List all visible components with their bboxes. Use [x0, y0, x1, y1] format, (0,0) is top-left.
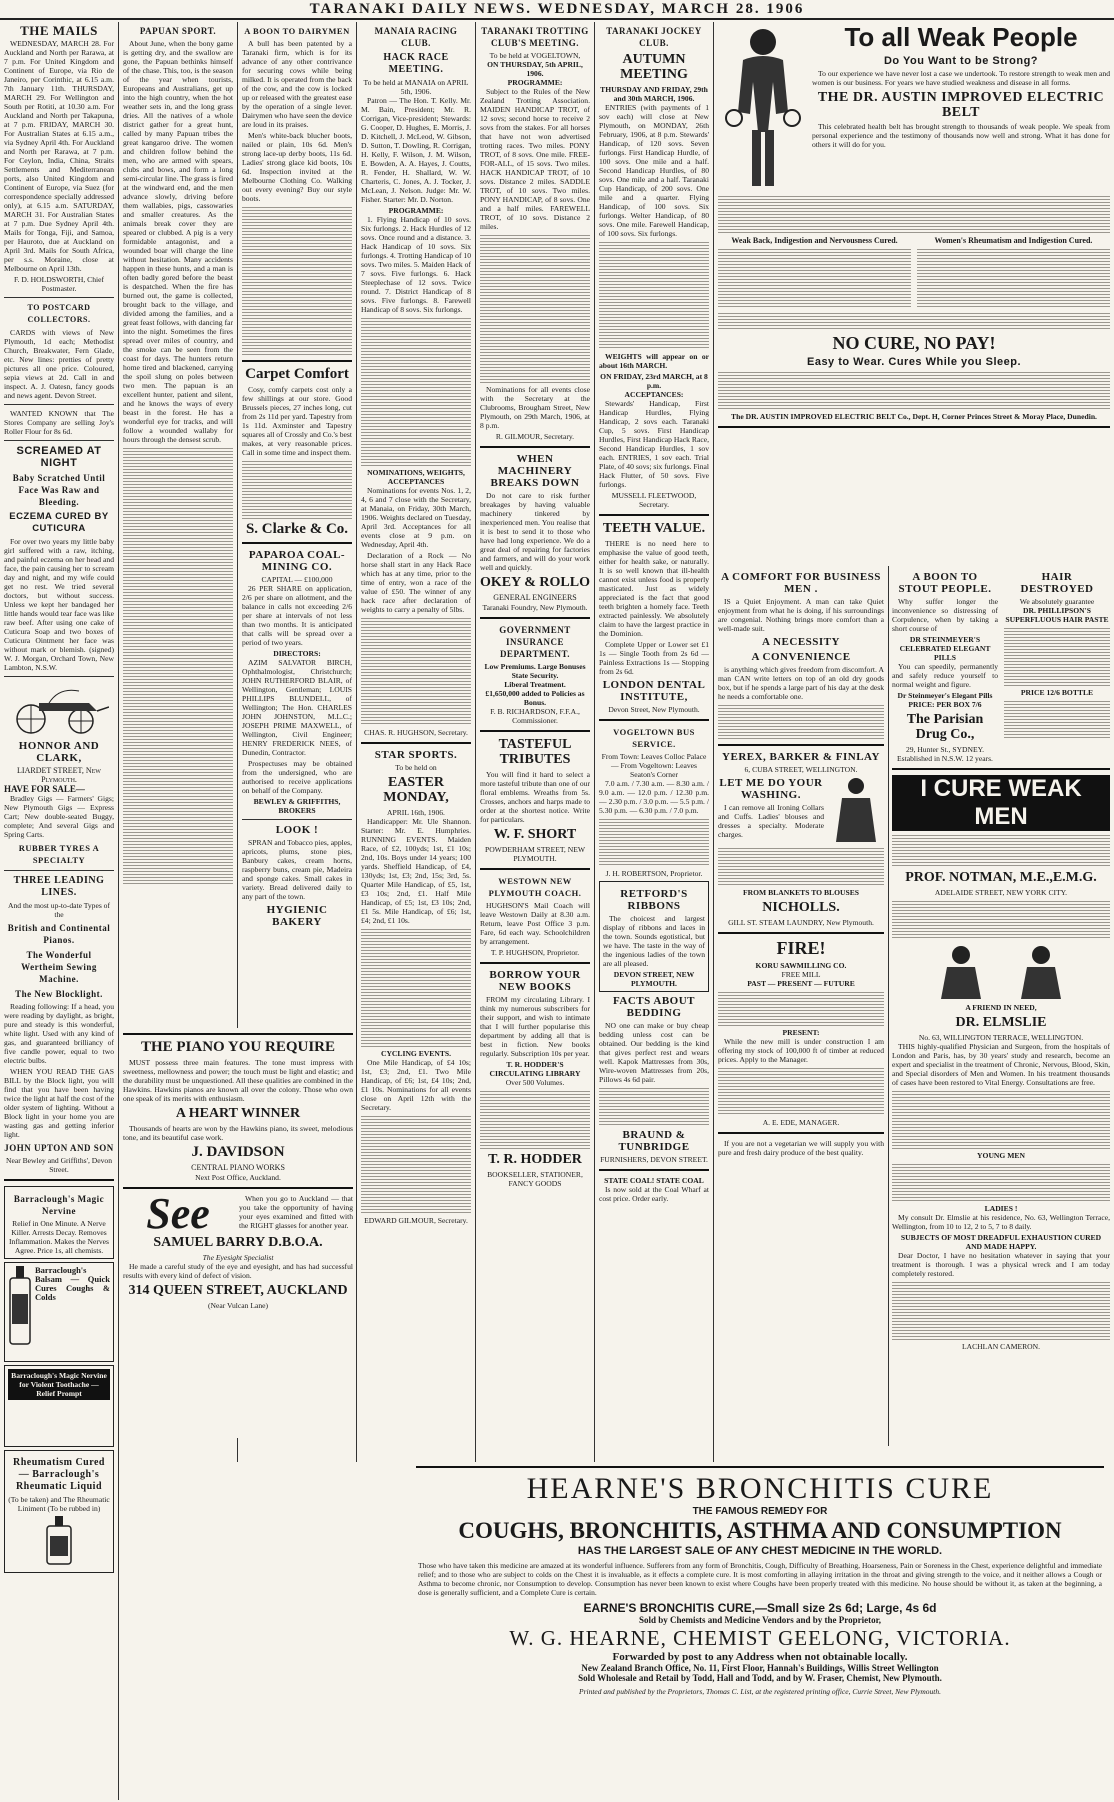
rheumatism-title: Rheumatism Cured — Barraclough's Rheumatic Liquid	[13, 1457, 105, 1492]
column-rule	[888, 566, 889, 1446]
hair-price: PRICE 12/6 BOTTLE	[1020, 688, 1094, 697]
facts-text: NO one can make or buy cheap bedding unless cost can be obtained. Our bedding is the kind that gives perfect rest and wears well. Kapok Mattresses from 30s, Wire-woven Mattresses from 20s, Pillows 4s 6d pair.	[599, 1021, 709, 1084]
machinery-title: WHEN MACHINERY BREAKS DOWN	[490, 453, 580, 489]
stakes-text: Declaration of a Rock — No horse shall start in any Hack Race which has at any time, prior to the time of entry, won a race of the value of £50. The winner of any hack race after declaration of weights to carry a penalty of 5lbs.	[361, 551, 471, 614]
remedy-line: COUGHS, BRONCHITIS, ASTHMA AND CONSUMPTION	[458, 1518, 1062, 1543]
piano-text: MUST possess three main features. The tone must impress with sweetness, mellowness and power; the touch must be light and elastic; and the durability must be unquestioned. All these qualities are combined in the Hawkins. Hawkins pianos are known all over the colony. Those who own one speak of its merits with enthusiasm.	[123, 1058, 353, 1103]
rubber-tyres: RUBBER TYRES A SPECIALTY	[18, 843, 100, 865]
belt-col-1-text	[718, 247, 911, 307]
present-text: While the new mill is under construction I am offering my stock of 100,000 ft of timber at reduced prices. Apply to the Manager.	[718, 1037, 884, 1064]
steinmeyer-2: Dr Steinmeyer's Elegant Pills	[897, 691, 993, 700]
retail-line: Sold Wholesale and Retail by Todd, Hall and Todd, and by W. Fraser, Chemist, New Plymouth.	[578, 1673, 942, 1683]
phillipson-heading: DR. PHILLIPSON'S SUPERFLUOUS HAIR PASTE	[1005, 606, 1109, 624]
postcard-title: TO POSTCARD COLLECTORS.	[27, 303, 91, 324]
belt-col-2-text	[917, 247, 1110, 307]
gov-amount: £1,650,000 added to Policies as Bonus.	[485, 689, 585, 707]
eczema-heading: ECZEMA CURED BY CUTICURA	[9, 511, 109, 534]
easter-heading: EASTER MONDAY,	[383, 775, 449, 805]
gov-state: State Security.	[511, 671, 559, 680]
barraclough-balsam-title: Barraclough's Balsam — Quick Cures Coughs & Colds	[35, 1265, 110, 1302]
koru-heading: KORU SAWMILLING CO.	[755, 961, 847, 970]
largest-line: HAS THE LARGEST SALE OF ANY CHEST MEDICINE IN THE WORLD.	[577, 1545, 943, 1557]
coal-text: Is now sold at the Coal Wharf at cost price. Order early.	[599, 1185, 709, 1203]
barraclough-nervine-text: Relief in One Minute. A Nerve Killer. Arrests Decay. Removes Inflammation. Makes the Nerves Agree. Price 1s, all chemists.	[9, 1219, 109, 1255]
boon-text: Why suffer longer the inconvenience so distressing of Corpulence, when by taking a short course of	[892, 597, 998, 633]
column-rule	[594, 22, 595, 1462]
three-lines-heading: THREE LEADING LINES.	[13, 875, 105, 898]
friend-heading: A FRIEND IN NEED,	[965, 1003, 1037, 1012]
column-6	[599, 22, 709, 1460]
piano-title: THE PIANO YOU REQUIRE	[140, 1039, 336, 1055]
hygienic-heading: HYGIENIC BAKERY	[266, 904, 328, 928]
column-rule	[356, 22, 357, 1462]
retford-sub: DEVON STREET, NEW PLYMOUTH.	[613, 970, 695, 988]
bewley-heading: BEWLEY & GRIFFITHS, BROKERS	[253, 797, 341, 815]
acceptances-heading: ACCEPTANCES:	[624, 390, 684, 399]
westown-text: HUGHSON'S Mail Coach will leave Westown Daily at 8.30 a.m. Return, leave Post Office 3 p.m. Fare, 6d each way. Schoolchildren by arrangement.	[480, 901, 590, 946]
masthead: TARANAKI DAILY NEWS. WEDNESDAY, MARCH 28. 1906	[0, 0, 1114, 20]
hair-order-text	[1004, 699, 1110, 739]
piano-ad	[123, 1028, 353, 1438]
yerex-sub: 6, CUBA STREET, WELLINGTON.	[744, 765, 858, 774]
clarke-heading: S. Clarke & Co.	[245, 521, 349, 537]
davidson-heading: J. DAVIDSON	[191, 1144, 285, 1160]
price-heading: PRICE: PER BOX 7/6	[908, 700, 982, 709]
trot-text-continued	[480, 233, 590, 383]
okey-heading: OKEY & ROLLO	[480, 575, 590, 590]
belt-heading: THE DR. AUSTIN IMPROVED ELECTRIC BELT	[817, 90, 1105, 120]
famous-line: THE FAMOUS REMEDY FOR	[692, 1506, 828, 1517]
gov-low: Low Premiums. Large Bonuses	[484, 662, 586, 671]
retford-text: The choicest and largest display of ribbons and laces in the town. Sounds egotistical, but we have. The taste in the way of the ingenious ladies of the town are all pleased.	[603, 914, 705, 968]
gov-title: GOVERNMENT INSURANCE DEPARTMENT.	[499, 625, 571, 659]
weak-intro: To our experience we have never lost a case we undertook. To restore strength to weak men and women is our business. For years we have studied weakness and disease in all forms.	[812, 69, 1110, 87]
trot-sign: R. GILMOUR, Secretary.	[495, 432, 575, 441]
tasteful-title: TASTEFUL TRIBUTES	[498, 737, 572, 767]
elmslie-text: THIS highly-qualified Physician and Surgeon, from the hospitals of London and Paris, has, by 30 years' study and research, become an expert and specialist in the treatment of Chronic, Nervous, Blood, Skin, and Special disorders of Men and Women. In his treatment thousands of cases have been restored to Vital Energy. Consultations are free.	[892, 1042, 1110, 1087]
washing-text: I can remove all Ironing Collars and Cuffs. Ladies' blouses and dresses a specialty. Moderate charges.	[718, 803, 824, 839]
hearne-text: Those who have taken this medicine are amazed at its wonderful influence. Sufferers from any form of Bronchitis, Cough, Difficulty of Breathing, Hoarseness, Pain or Soreness in the Chest, experience delightful and immediate relief; and to those who are subject to colds on the Chest it is invaluable, as it effects a complete cure. It is most comforting in allaying irritation in the throat and giving strength to the voice, and it neither allows a Cough or Asthma to become chronic, nor Consumption to develop. Consumption has never been known to exist where Coughs have been properly treated with this medicine. No house should be without it, as taken at the beginning, a dose is generally sufficient, and a Complete Cure is certain.	[418, 1561, 1102, 1597]
notman-heading: PROF. NOTMAN, M.E.,E.M.G.	[905, 870, 1097, 885]
eczema-text: For over two years my little baby girl suffered with a raw, itching, and painful eczema on her head and face, the pain causing her to scream day and night, and my wife could get no rest. We tried several doctors, but without success. Unless we kept her bandaged her little hands would tear face was like raw beef. After using one cake of Cuticura Soap and two boxes of Cuticura Ointment her face was without mark or blemish. (signed) W. J. Morgan, Orchard Town, New Lambton, N.S.W.	[4, 537, 114, 672]
mails-text: WEDNESDAY, MARCH 28. For Auckland and North per Rarawa, at 7 p.m. For United Kingdom and Continent of Europe, via Rio de Janeiro, per Corinthic, at 6.15 a.m. 7th January 11th. THURSDAY, MARCH 29. For Wellington and South per Rotiti, at 10.30 a.m. For Auckland and North per Takapuna, at 7 p.m. FRIDAY, MARCH 30. For Australian States at 6.15 a.m., via Sydney April 4th. For Auckland and North per Rarawa, at 7 p.m. For Ceylon, India, China, Straits Settlements and Mediterranean ports, also United Kingdom and Continent of Europe, via Suez (for correspondence specially addressed only), at 6.15 a.m. SATURDAY, MARCH 31. For Australian States at 7 p.m. Due Sydney April 4th. Mails for Tonga, Fiji, and Samoa, per Hauroto, due at Auckland on April 3rd. Mails for South Africa, per s.s. Moraine, close at Melbourne on April 13th.	[4, 39, 114, 273]
blocklight-text: Reading following: If a head, you were reading by daylight, as bright, pure and steady is this wonderful, white light. Used with any kind of gas, and guaranteed brilliancy of five candle power, equal to two electric bulbs.	[4, 1002, 114, 1065]
belt-col-1-heading: Weak Back, Indigestion and Nervousness Cured.	[731, 236, 898, 245]
belt-text: This celebrated health belt has brought strength to thousands of weak people. We speak from personal experience and the testimony of thousands now well and strong. What it has done for others it will do for you.	[812, 122, 1110, 149]
exhaust-continued	[892, 1280, 1110, 1340]
mails-sign: F. D. HOLDSWORTH, Chief Postmaster.	[13, 275, 105, 293]
trot-nominations: Nominations for all events close with the Secretary at the Clubrooms, Brougham Street, New Plymouth, on 29th March, 1906, at 8 p.m.	[480, 385, 590, 430]
papuan-text: About June, when the bony game is getting dry, and the swallow are gone, the Papuan bethinks himself of the chase. This, too, is the season of the year when tourists, Europeans and Australians, get up into the high country, when the hot weather sets in, and the long grass dries. All the natives of a whole district gather for a great hunt, called by many Papuan tribes the great kangaroo drive. The women and children follow behind the men, who are armed with spears, clubs and bows, and form a long semi-circular line. The grass is fired at the windward end, and the men advance slowly, driving before them wallabies, pigs, cassowaries and smaller creatures. As the animals break cover they are speared or clubbed. A pig is a very formidable antagonist, and a wounded boar will charge the line without hesitation. Many accidents happen in these hunts, and a man is often badly gored before the beast is despatched. When the fire has burned out, the game is collected, brought back to the village, and divided among the families, and a great feast follows, with dancing far into the night. Sometimes the fires spread over miles of country, and the smoke can be seen from the coast for days. The hunters return home tired and blackened, carrying the spoil slung on poles between two men. The papuan is an excellent hunter, patient and silent, and he knows the ways of every beast in the forest. He has a wonderful eye for tracks, and will follow a wounded wallaby for hours through the densest scrub.	[123, 39, 233, 444]
notman-text	[892, 899, 1110, 939]
elmslie-heading: DR. ELMSLIE	[955, 1015, 1047, 1030]
bus-title: VOGELTOWN BUS SERVICE.	[613, 727, 695, 749]
see-text: When you go to Auckland — that you take the opportunity of having your eyes examined and fitted with the RIGHT glasses for another year.	[239, 1194, 353, 1230]
honnor-heading: HONNOR AND CLARK,	[18, 740, 100, 764]
london-heading: LONDON DENTAL INSTITUTE,	[602, 679, 706, 703]
present-heading: PRESENT:	[782, 1028, 820, 1037]
winner-text: Thousands of hearts are won by the Hawkins piano, its sweet, melodious tone, and its beautiful case work.	[123, 1124, 353, 1142]
yerex-heading: YEREX, BARKER & FINLAY	[722, 751, 880, 763]
papuan-text-continued	[123, 446, 233, 886]
weak-title: To all Weak People	[844, 22, 1078, 52]
belt-col-2-heading: Women's Rheumatism and Indigestion Cured.	[934, 236, 1093, 245]
borrow-text: FROM my circulating Library. I think my numerous subscribers for their support, and wish to intimate that I will further popularise this department by adding all that is best in fiction. New books regularly. Subscription 10s per year.	[480, 995, 590, 1058]
retford-ad	[599, 881, 709, 992]
westown-title: WESTOWN NEW PLYMOUTH COACH.	[488, 876, 582, 898]
printed-line: Printed and published by the Proprietors, Thomas C. List, at the registered printing office, Currie Street, New Plymouth.	[579, 1687, 941, 1696]
gas-text: WHEN YOU READ THE GAS BILL by the Block light, you will find that you have been having twice the light at half the cost of the older system of lighting. Without a Block light in your home you are wasting gas and getting inferior light.	[4, 1067, 114, 1139]
hearne-title: HEARNE'S BRONCHITIS CURE	[526, 1472, 994, 1505]
nominations-heading: NOMINATIONS, WEIGHTS, ACCEPTANCES	[367, 468, 465, 486]
autumn-dates: THURSDAY AND FRIDAY, 29th and 30th MARCH, 1906.	[600, 85, 708, 103]
star-text-continued	[361, 927, 471, 1047]
veg-text: If you are not a vegetarian we will supply you with pure and fresh dairy produce of the best quality.	[718, 1139, 884, 1157]
hair-continued	[1004, 626, 1110, 686]
rheumatism-sub: (To be taken) and The Rheumatic Liniment (To be rubbed in)	[8, 1495, 110, 1513]
teeth-prices: Complete Upper or Lower set £1 1s — Single Tooth from 2s 6d — Painless Extractions 1s — Stopping from 2s 6d.	[599, 640, 709, 676]
look-heading: LOOK !	[275, 824, 319, 836]
parisian-heading: The Parisian Drug Co.,	[906, 712, 984, 742]
look-text: SPRAN and Tobacco pies, apples, apricots, plums, stone pies, Banbury cakes, cream horns, raspberry buns, cream pie, Madeira and sponge cakes. Small cakes in variety. Bread delivered daily to any part of the town.	[242, 838, 352, 901]
star-text: Handicapper: Mr. Ule Shannon. Starter: Mr. E. Humphries. RUNNING EVENTS. Maiden Race, of £2, 100yds; 1st, £1 10s; 2nd, 10s. Boys under 14 years; 100 yards. Sheffield Handicap, of £4, 130yds; 1st, £3; 2nd, 15s; 3rd, 5s. Quarter Mile Handicap, of £5, 1st, £3 10s; 2nd, £1. Half Mile Handicap, of £5; 1st, £3 10s; 2nd, £1 5s. Mile Handicap, of £6; 1st, £4; 2nd, £1 10s.	[361, 817, 471, 925]
trot-title: TARANAKI TROTTING CLUB'S MEETING.	[481, 26, 589, 48]
barraclough-nervine-ad	[4, 1186, 114, 1259]
stakes-continued	[361, 616, 471, 726]
barraclough-toothache-title: Barraclough's Magic Nervine for Violent Toothache — Relief Prompt	[8, 1369, 110, 1400]
paparoa-title: PAPAROA COAL-MINING CO.	[248, 549, 346, 573]
steinmeyer-heading: DR STEINMEYER'S CELEBRATED ELEGANT PILLS	[899, 635, 991, 662]
barry-heading: SAMUEL BARRY D.B.O.A.	[153, 1235, 323, 1250]
nominations-text: Nominations for events Nos. 1, 2, 4, 6 and 7 close with the Secretary, at Manaia, on Friday, 30th March, 1906. Weights declared on Tuesday, April 3rd. Acceptances for all events close at 9 p.m. on Wednesday, April 4th.	[361, 486, 471, 549]
young-heading: YOUNG MEN	[977, 1151, 1025, 1160]
have-for-sale: HAVE FOR SALE—	[4, 784, 85, 794]
barry-sub: The Eyesight Specialist	[202, 1253, 274, 1262]
belt-guarantee-text	[718, 311, 1110, 331]
manaia-secretary: CHAS. R. HUGHSON, Secretary.	[364, 728, 468, 737]
british-pianos: British and Continental Pianos.	[7, 923, 111, 945]
okey-sub: GENERAL ENGINEERS	[493, 593, 577, 602]
bus-times-continued	[599, 817, 709, 867]
autumn-heading: AUTUMN MEETING	[620, 52, 688, 82]
bus-cols: From Town: Leaves Colloc Palace — From Vogeltown: Leaves Seaton's Corner	[601, 752, 707, 779]
jockey-title: TARANAKI JOCKEY CLUB.	[606, 26, 702, 48]
short-heading: W. F. SHORT	[493, 827, 577, 842]
column-4	[361, 22, 471, 1460]
nicholls-sub: GILL ST. STEAM LAUNDRY, New Plymouth.	[728, 918, 874, 927]
koru-sign: A. E. EDE, MANAGER.	[762, 1118, 840, 1127]
gov-liberal: Liberal Treatment.	[504, 680, 566, 689]
column-7-belt-ad	[718, 22, 1110, 562]
okey-sub-2: Taranaki Foundry, New Plymouth.	[482, 603, 588, 612]
directors-title: DIRECTORS:	[273, 649, 321, 658]
prospectus-text: Prospectuses may be obtained from the undersigned, who are authorised to receive applications on behalf of the Company.	[242, 759, 352, 795]
bottle-icon	[44, 1516, 74, 1566]
hodder-circ-sub: Over 500 Volumes.	[505, 1078, 565, 1087]
carpet-title: Carpet Comfort	[245, 366, 349, 382]
hodder-heading: T. R. HODDER	[488, 1152, 582, 1167]
borrow-title: BORROW YOUR NEW BOOKS	[489, 969, 581, 993]
jockey-sign: MUSSELL FLEETWOOD, Secretary.	[611, 491, 697, 509]
dairy-text: A bull has been patented by a Taranaki firm, which is for its advance of any other contrivance for securing cows while being milked. It is operated from the back of the cow, and the cow is locked up or released with the greatest ease by the operation of a single lever. Dairymen who have seen the device are loud in its praises.	[242, 39, 352, 129]
convenience-continued	[718, 703, 884, 739]
carpet-text: Cosy, comfy carpets cost only a few shillings at our store. Good Brussels pieces, 27 inches long, cut from 2s 11d per yard. Tapestry from 1s 11d. Axminster and Tapestry squares all of Crossly and Co.'s best makes, at very reasonable prices. Call in some time and inspect them.	[242, 385, 352, 457]
mails-title: THE MAILS	[20, 23, 98, 38]
present-continued	[718, 1066, 884, 1116]
easter-date: APRIL 16th, 1906.	[387, 808, 445, 817]
bottle-icon	[8, 1266, 32, 1346]
koru-sub: FREE MILL	[781, 970, 821, 979]
parisian-address: 29, Hunter St., SYDNEY. Established in N.S.W. 12 years.	[897, 745, 993, 763]
blocklight-heading: The New Blocklight.	[15, 989, 103, 999]
barraclough-toothache-ad	[4, 1365, 114, 1447]
programme-continued	[361, 316, 471, 466]
notman-address: ADELAIDE STREET, NEW YORK CITY.	[934, 888, 1068, 897]
brand-heading: BRAUND & TUNBRIDGE	[618, 1129, 690, 1153]
teeth-title: TEETH VALUE.	[602, 521, 706, 536]
steinmeyer-text: You can speedily, permanently and safely reduce yourself to normal weight and figure.	[892, 662, 998, 689]
wanted-text: WANTED KNOWN that The Stores Company are selling Joy's Roller Flour for 8s 6d.	[4, 409, 114, 436]
barry-text: He made a careful study of the eye and eyesight, and has had successful results with every kind of defect of vision.	[123, 1262, 353, 1280]
cure-weak-heading: I CURE WEAK MEN	[892, 775, 1110, 831]
autumn-text: ENTRIES (with payments of 1 sov each) will close at New Plymouth, on MONDAY, 26th February, 1906, at 8 p.m. Stewards' Handicap, of 120 sovs. Seven furlongs. First Handicap Hurdle, of 100 sovs. One mile and a half. Second Handicap Hurdles, of 80 sovs. One mile and a half. Taranaki Cup Handicap, of 200 sovs. One mile and a quarter. Flying Handicap, of 100 sovs. Six furlongs. Welter Handicap, of 80 sovs. One mile. Farewell Handicap, of 100 sovs. Six furlongs.	[599, 103, 709, 238]
short-sub: POWDERHAM STREET, NEW PLYMOUTH.	[484, 845, 586, 863]
comfort-text: IS a Quiet Enjoyment. A man can take Quiet enjoyment from what he is doing, if his surroundings are congenial. Nothing brings more comfort than a well-made suit.	[718, 597, 884, 633]
weights-text: WEIGHTS will appear on or about 16th MARCH.	[599, 352, 709, 370]
convenience-heading: A CONVENIENCE	[751, 651, 851, 663]
hack-heading: HACK RACE MEETING.	[383, 52, 449, 75]
weak-question: Do You Want to be Strong?	[883, 55, 1039, 67]
trot-sub: To be held at VOGELTOWN,	[489, 51, 581, 60]
trot-date: ON THURSDAY, 5th APRIL, 1906.	[487, 60, 583, 78]
exhaust-sign: LACHLAN CAMERON.	[961, 1342, 1041, 1351]
hack-sub: To be held at MANAIA on APRIL 5th, 1906.	[363, 78, 469, 96]
column-rule	[475, 22, 476, 1462]
westown-sign: T. P. HUGHSON, Proprietor.	[490, 948, 580, 957]
star-sub: To be held on	[395, 763, 437, 772]
column-1	[4, 22, 114, 1798]
baby-heading: Baby Scratched Until Face Was Raw and Bleeding.	[12, 473, 106, 507]
no-cure-heading: NO CURE, NO PAY!	[832, 333, 996, 353]
ladies-text: My consult Dr. Elmslie at his residence, No. 63, Wellington Terrace, Wellington, from 10 to 12, 2 to 5, 7 to 8 daily.	[892, 1213, 1110, 1231]
dairy-text-continued	[242, 205, 352, 355]
exhaust-heading: SUBJECTS OF MOST DREADFUL EXHAUSTION CURED AND MADE HAPPY.	[900, 1233, 1102, 1251]
nicholls-heading: NICHOLLS.	[762, 900, 840, 915]
see-heading: See	[146, 1188, 210, 1238]
barry-address-sub: (Near Vulcan Lane)	[207, 1301, 269, 1310]
rheumatism-ad	[4, 1450, 114, 1573]
koru-cols: PAST — PRESENT — FUTURE	[747, 979, 855, 988]
necessity-heading: A NECESSITY	[762, 636, 840, 648]
boon-heading: A BOON TO STOUT PEOPLE.	[898, 571, 992, 595]
london-sub: Devon Street, New Plymouth.	[608, 705, 700, 714]
ladies-heading: LADIES !	[984, 1204, 1018, 1213]
comfort-heading: A COMFORT FOR BUSINESS MEN .	[721, 571, 881, 595]
elmslie-address: No. 63, WILLINGTON TERRACE, WELLINGTON.	[918, 1033, 1084, 1042]
figure-illustration	[901, 941, 1101, 1001]
borrow-continued	[480, 1089, 590, 1149]
washing-heading: LET ME DO YOUR WASHING.	[719, 777, 823, 801]
upton-heading: JOHN UPTON AND SON	[4, 1143, 114, 1153]
friday-text: ON FRIDAY, 23rd MARCH, at 8 p.m.	[600, 372, 708, 390]
washing-continued	[718, 846, 884, 886]
cycling-continued	[361, 1114, 471, 1214]
belt-free-book-text	[718, 370, 1110, 410]
sold-line: Sold by Chemists and Medicine Vendors and by the Proprietor,	[638, 1615, 882, 1625]
column-7a	[718, 568, 884, 1444]
column-7b	[892, 568, 1110, 1444]
star-sign: EDWARD GILMOUR, Secretary.	[364, 1216, 468, 1225]
paparoa-capital: CAPITAL — £100,000	[261, 575, 333, 584]
winner-heading: A HEART WINNER	[175, 1106, 301, 1121]
facts-continued	[599, 1086, 709, 1126]
laundress-illustration	[828, 774, 884, 844]
hodder-circ: T. R. HODDER'S CIRCULATING LIBRARY	[489, 1060, 581, 1078]
hair-text: We absolutely guarantee	[1019, 597, 1095, 606]
brand-sub: FURNISHERS, DEVON STREET.	[600, 1155, 708, 1164]
branch-line: New Zealand Branch Office, No. 11, First Floor, Hannah's Buildings, Willis Street Wellington	[581, 1663, 939, 1673]
directors-text: AZIM SALVATOR BIRCH, Ophthalmologist, Christchurch; JOHN RUTHERFORD BLAIR, of Wellington, Gentleman; LOUIS PHILLIPS BLUNDELL, of Wellington; The Hon. CHARLES JOHN JOHNSTON, M.L.C.; JOSEPH PRIME MAXWELL, of Wellington, Civil Engineer; HENRY FREDERICK NEES, of Dunedin, Contractor.	[242, 658, 352, 757]
carriage-illustration	[9, 681, 109, 736]
gov-agent: F. B. RICHARDSON, F.F.A., Commissioner.	[490, 707, 580, 725]
trot-programme: PROGRAMME:	[507, 78, 563, 87]
column-rule	[118, 22, 119, 1800]
carpet-text-continued	[242, 459, 352, 519]
proprietor-line: W. G. HEARNE, CHEMIST GEELONG, VICTORIA.	[509, 1626, 1011, 1650]
hair-heading: HAIR DESTROYED	[1020, 571, 1094, 595]
tasteful-text: You will find it hard to select a more tasteful tribute than one of our floral emblems. Wreaths from 5s. Crosses, anchors and harps made to order at the shortest notice. Write for particulars.	[480, 770, 590, 824]
bus-sign: J. H. ROBERTSON, Proprietor.	[605, 869, 703, 878]
exhaust-text: Dear Doctor, I have no hesitation whatever in saying that your treatment is thorough. I was a physical wreck and I am today completely restored.	[892, 1251, 1110, 1278]
facts-title: FACTS ABOUT BEDDING	[612, 995, 695, 1019]
hearne-ad	[416, 1466, 1104, 1796]
autumn-text-continued	[599, 240, 709, 350]
strongman-illustration	[718, 22, 808, 192]
young-text	[892, 1162, 1110, 1202]
column-3	[242, 22, 352, 1022]
koru-table	[718, 990, 884, 1026]
fire-heading: FIRE!	[776, 938, 826, 958]
barraclough-balsam-ad	[4, 1262, 114, 1362]
coal-heading: STATE COAL! STATE COAL	[604, 1176, 704, 1185]
cure-weak-text	[892, 833, 1110, 867]
elmslie-continued	[892, 1089, 1110, 1149]
cycling-heading: CYCLING EVENTS.	[380, 1049, 452, 1058]
convenience-text: is anything which gives freedom from discomfort. A man CAN write letters on top of an old dry goods box, but if he spends a large part of his day at the desk he needs a comfortable one.	[718, 665, 884, 701]
davidson-sub: CENTRAL PIANO WORKS	[191, 1163, 285, 1172]
dairy-text-2: Men's white-back blucher boots, nailed or plain, 10s 6d. Men's strong lace-up derby boots, 11s 6d. Ladies' strong glace kid boots, 10s 6d. Inspection invited at the Melbourne Clothing Co. Walking out every evening? Buy our style boots.	[242, 131, 352, 203]
hack-text: Patron — The Hon. T. Kelly. Mr. M. Bain, President; Mr. R. Corrigan, Vice-president; Stewards: G. Cooper, D. Hughes, E. Morris, J. D. Kitchell, J. McLeod, W. Gibson, D. Sutton, T. Dowling, R. Corrigan, H. Kelly, F. Wilson, J. M. Wilson, E. Bowden, A. A. Hayes, J. Coutts, R. Fender, H. Shallard, W. W. Charteris, C. Jones, A. J. Tocker, J. McLean, J. Nelson. Judge: Mr. W. Fisher. Starter: Mr. D. Norton.	[361, 96, 471, 204]
three-lines-sub: And the most up-to-date Types of the	[7, 901, 111, 919]
machinery-text: Do not care to risk further breakages by having valuable machinery tinkered by inexperienced men. You realise that it is best to send it to those who have had long experience. We do a great deal of repairing for factories and farmers, and will do your work well and quickly.	[480, 491, 590, 572]
paparoa-text: 26 PER SHARE on application, 2/6 per share on allotment, and the balance in calls not exceeding 2/6 per share at intervals of not less than two months. It is anticipated that calls will be spread over a period of two years.	[242, 584, 352, 647]
belt-text-continued	[718, 194, 1110, 234]
davidson-address: Next Post Office, Auckland.	[195, 1173, 281, 1182]
teeth-text: THERE is no need here to emphasise the value of good teeth, either for health sake, or naturally. It is so well known that ill-health cannot exist unless food is properly masticated. Just as widely appreciated is the fact that good teeth brighten a homely face. Teeth extracted painlessly. We absolutely claim to have the largest practice in the Dominion.	[599, 539, 709, 638]
price-line: EARNE'S BRONCHITIS CURE,—Small size 2s 6d; Large, 4s 6d	[583, 1601, 937, 1615]
column-5	[480, 22, 590, 1460]
column-rule	[713, 22, 714, 1462]
barry-address: 314 QUEEN STREET, AUCKLAND	[128, 1283, 348, 1298]
barraclough-nervine-title: Barraclough's Magic Nervine	[13, 1194, 105, 1216]
honnor-address: LIARDET STREET, New Plymouth.	[17, 766, 101, 784]
programme-text: 1. Flying Handicap of 10 sovs. Six furlongs. 2. Hack Hurdles of 12 sovs. Once round and a distance. 3. Hack Handicap of 10 sovs. Six furlongs. 4. Trotting Handicap of 10 sovs. Two miles. 5. Maiden Hack of 7 sovs. Five furlongs. 6. Hack Steeplechase of 12 sovs. Twice round. 7. District Handicap of 8 sovs. Five furlongs. 8. Farewell Handicap of 8 sovs. Six furlongs.	[361, 215, 471, 314]
easy-heading: Easy to Wear. Cures While you Sleep.	[806, 356, 1022, 368]
trot-text: Subject to the Rules of the New Zealand Trotting Association. MAIDEN HANDICAP TROT, of 12 sovs; second horse to receive 2 sovs from the stakes. For all horses that have not won advertised trotting races. Two miles. PONY TROT, of 8 sovs. One mile. FREE-FOR-ALL, of 15 sovs. Two miles. HACK HANDICAP TROT, of 10 sovs. Distance 2 miles. SADDLE TROT, of 10 sovs. Two miles. PONY HANDICAP, of 8 sovs. One and a half miles. FAREWELL TROT, of 10 sovs. Distance 2 miles.	[480, 87, 590, 231]
cycling-text: One Mile Handicap, of £4 10s; 1st, £3; 2nd, £1. Two Mile Handicap, of £6; 1st, £4 10s; 2nd, £1 10s. Nominations for all events close on April 12th with the Secretary.	[361, 1058, 471, 1112]
dairy-title: A BOON TO DAIRYMEN	[244, 26, 350, 36]
bus-times: 7.0 a.m. / 7.30 a.m. — 8.30 a.m. / 9.0 a.m. — 12.0 p.m. / 12.30 p.m. — 2.30 p.m. / 3.0 p.m. — 5.5 p.m. / 5.30 p.m. — 6.30 p.m. / 7.0 p.m.	[599, 779, 709, 815]
postcard-text: CARDS with views of New Plymouth, 1d each; Methodist Church, Breakwater, Fern Glade, etc. New lines: pretties of pretty pictures all one price. Coloured, sepia views at 2d. Call in and inspect. A. J. Oatesn, fancy goods and news agent. Devon Street.	[4, 328, 114, 400]
manaia-title: MANAIA RACING CLUB.	[374, 26, 458, 48]
hodder-sub: BOOKSELLER, STATIONER, FANCY GOODS	[487, 1170, 583, 1188]
sale-items: Bradley Gigs — Farmers' Gigs; New Plymouth Gigs — Express Cart; New double-seated Buggy, complete; And several Gigs and Spring Carts.	[4, 794, 114, 839]
accept-text: Stewards' Handicap, First Handicap Hurdles, Flying Handicap, 2 sovs each. Taranaki Cup, 5 sovs. First Handicap Hurdles, First Handicap Hack Race, Second Handicap Hurdles, 1 sov each. ENTRIES, 1 sov each. Trial Plate, of 40 sovs; six furlongs. Final Hack Flutter, of 50 sovs. Five furlongs.	[599, 399, 709, 489]
belt-address: The DR. AUSTIN IMPROVED ELECTRIC BELT Co., Dept. H, Corner Princes Street & Moray Place, Dunedin.	[731, 412, 1097, 421]
star-title: STAR SPORTS.	[374, 749, 458, 761]
blankets-heading: FROM BLANKETS TO BLOUSES	[743, 888, 859, 897]
screamed-heading: SCREAMED AT NIGHT	[16, 445, 102, 469]
forwarded-line: Forwarded by post to any Address when not obtainable locally.	[612, 1651, 908, 1663]
upton-address: Near Bewley and Griffiths', Devon Street.	[5, 1156, 113, 1174]
retford-heading: RETFORD'S RIBBONS	[620, 888, 688, 912]
wertheim-heading: The Wonderful Wertheim Sewing Machine.	[21, 950, 97, 984]
programme-heading: PROGRAMME:	[388, 206, 444, 215]
papuan-title: PAPUAN SPORT.	[139, 26, 217, 36]
